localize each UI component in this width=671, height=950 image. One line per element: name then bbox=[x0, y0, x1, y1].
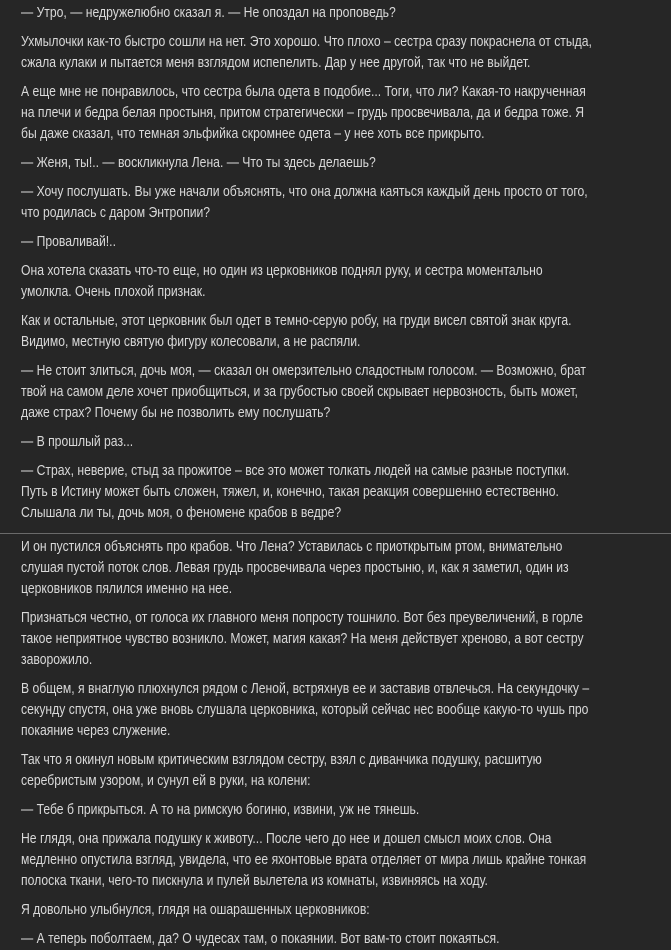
text-line: умолкла. Очень плохой признак. bbox=[21, 284, 206, 300]
text-line: что родилась с даром Энтропии? bbox=[21, 205, 211, 221]
text-line: — Утро, — недружелюбно сказал я. — Не опоздал на проповедь? bbox=[21, 5, 396, 21]
paragraph bbox=[21, 182, 671, 224]
paragraph bbox=[21, 608, 671, 671]
paragraph bbox=[21, 900, 671, 921]
text-line: Не глядя, она прижала подушку к животу... После чего до нее и дошел смысл моих слов. Она bbox=[21, 831, 552, 847]
text-line: секунду спустя, она уже вновь слушала церковника, который сейчас нес вообще какую-то чушь про bbox=[21, 702, 589, 718]
text-line: твой на самом деле хочет приобщиться, и за грубостью своей скрывает нервозность, быть может, bbox=[21, 384, 578, 400]
text-line: такое неприятное чувство возникло. Может, магия какая? На меня действует хреново, а вот сестру bbox=[21, 631, 584, 647]
text-line: Путь в Истину может быть сложен, тяжел, и, конечно, такая реакция совершенно естественно. bbox=[21, 484, 559, 500]
text-section bbox=[0, 533, 671, 950]
paragraph bbox=[21, 461, 671, 524]
paragraph bbox=[21, 750, 671, 792]
text-line: бы даже сказал, что темная эльфийка скромнее одета – у нее хоть все прикрыто. bbox=[21, 126, 485, 142]
text-line: полоска ткани, чего-то пискнула и пулей вылетела из комнаты, извиняясь на ходу. bbox=[21, 873, 488, 889]
text-line: покаяние через служение. bbox=[21, 723, 171, 739]
text-line: — Тебе б прикрыться. А то на римскую богиню, извини, уж не тянешь. bbox=[21, 802, 420, 818]
text-line: Я довольно улыбнулся, глядя на ошарашенных церковников: bbox=[21, 902, 370, 918]
text-line: заворожило. bbox=[21, 652, 93, 668]
text-line: И он пустился объяснять про крабов. Что Лена? Уставилась с приоткрытым ртом, внимательно bbox=[21, 539, 563, 555]
text-line: на плечи и бедра белая простыня, притом стратегически – грудь просвечивала, да и бедра тоже. Я bbox=[21, 105, 585, 121]
text-line: — Не стоит злиться, дочь моя, — сказал он омерзительно сладостным голосом. — Возможно, брат bbox=[21, 363, 587, 379]
paragraph bbox=[21, 679, 671, 742]
paragraph bbox=[21, 261, 671, 303]
paragraph bbox=[21, 3, 671, 24]
text-line: слушая пустой поток слов. Левая грудь просвечивала через простыню, и, как я заметил, один из bbox=[21, 560, 569, 576]
text-line: Ухмылочки как-то быстро сошли на нет. Это хорошо. Что плохо – сестра сразу покраснела от стыда, bbox=[21, 34, 592, 50]
text-line: — А теперь поболтаем, да? О чудесах там, о покаянии. Вот вам-то стоит покаяться. bbox=[21, 931, 500, 947]
text-line: сжала кулаки и пытается меня взглядом испепелить. Дар у нее другой, так что не выйдет. bbox=[21, 55, 531, 71]
text-line: — Проваливай!.. bbox=[21, 234, 116, 250]
text-line: — Хочу послушать. Вы уже начали объяснять, что она должна каяться каждый день просто от того, bbox=[21, 184, 588, 200]
text-line: — Страх, неверие, стыд за прожитое – все это может толкать людей на самые разные поступки. bbox=[21, 463, 570, 479]
text-line: церковников пялился именно на нее. bbox=[21, 581, 233, 597]
text-line: Как и остальные, этот церковник был одет в темно-серую робу, на груди висел святой знак круга. bbox=[21, 313, 572, 329]
paragraph bbox=[21, 537, 671, 600]
paragraph bbox=[21, 432, 671, 453]
text-line: Так что я окинул новым критическим взглядом сестру, взял с диванчика подушку, расшитую bbox=[21, 752, 542, 768]
text-line: — В прошлый раз... bbox=[21, 434, 134, 450]
paragraph bbox=[21, 800, 671, 821]
paragraph bbox=[21, 361, 671, 424]
paragraph bbox=[21, 829, 671, 892]
text-line: А еще мне не понравилось, что сестра была одета в подобие... Тоги, что ли? Какая-то накрученная bbox=[21, 84, 586, 100]
text-line: Признаться честно, от голоса их главного меня попросту тошнило. Вот без преувеличений, в горле bbox=[21, 610, 584, 626]
paragraph bbox=[21, 153, 671, 174]
paragraph bbox=[21, 32, 671, 74]
text-line: серебристым узором, и сунул ей в руки, на колени: bbox=[21, 773, 311, 789]
paragraph bbox=[21, 82, 671, 145]
text-line: даже страх? Почему бы не позволить ему послушать? bbox=[21, 405, 331, 421]
text-line: — Женя, ты!.. — воскликнула Лена. — Что ты здесь делаешь? bbox=[21, 155, 376, 171]
paragraph bbox=[21, 311, 671, 353]
paragraph bbox=[21, 232, 671, 253]
text-line: В общем, я внаглую плюхнулся рядом с Леной, встряхнув ее и заставив отвлечься. На секундочку – bbox=[21, 681, 590, 697]
text-line: медленно опустила взгляд, увидела, что ее яхонтовые врата отделяет от мира лишь крайне тонкая bbox=[21, 852, 587, 868]
text-line: Она хотела сказать что-то еще, но один из церковников поднял руку, и сестра моментально bbox=[21, 263, 543, 279]
text-line: Слышала ли ты, дочь моя, о феномене крабов в ведре? bbox=[21, 505, 342, 521]
text-line: Видимо, местную святую фигуру колесовали, а не распяли. bbox=[21, 334, 361, 350]
